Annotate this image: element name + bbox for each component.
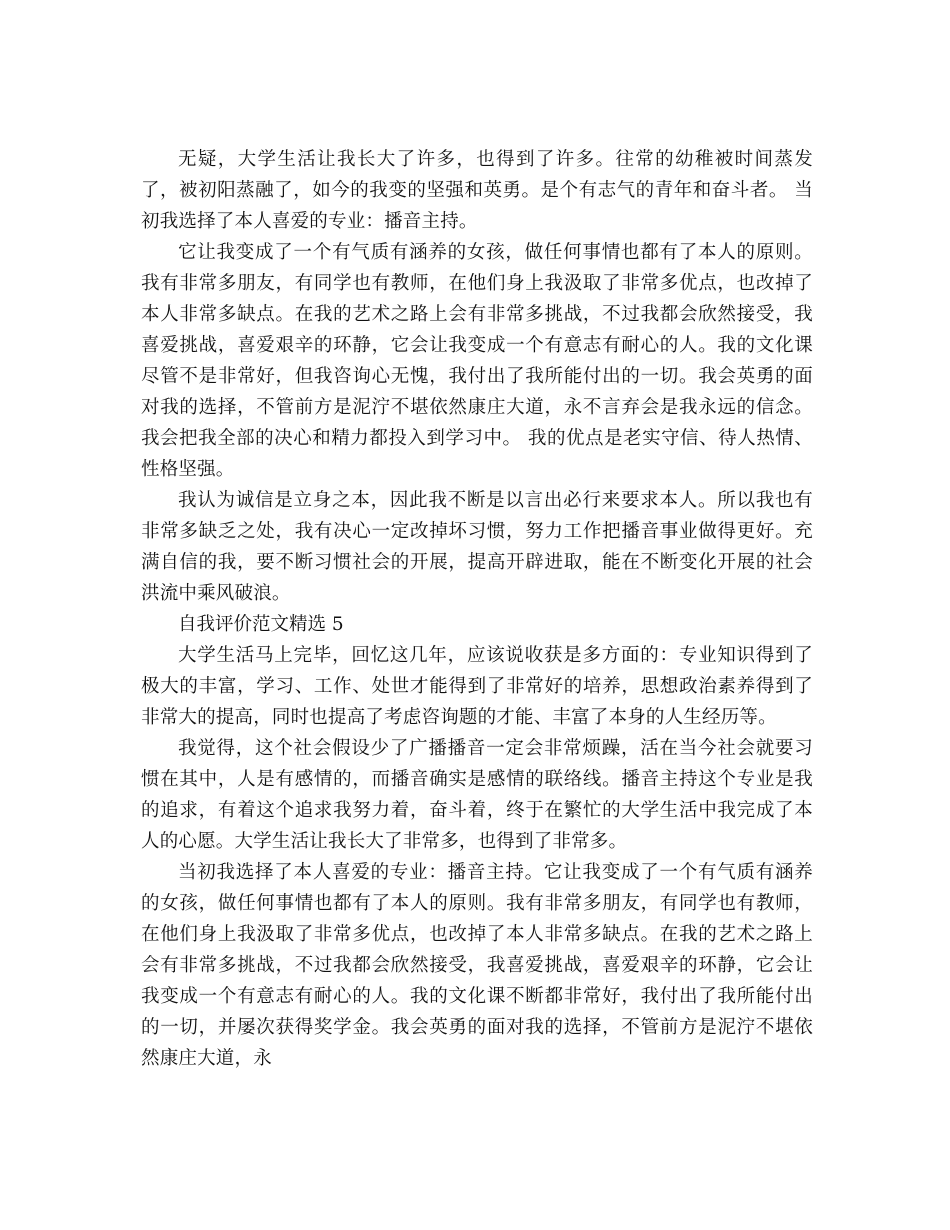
section-paragraph-1: 大学生活马上完毕，回忆这几年，应该说收获是多方面的：专业知识得到了极大的丰富，学习、工作、处世才能得到了非常好的培养，思想政治素养得到了非常大的提高，同时也提高了考虑咨询题的才能、丰富了本身的人生经历等。 [141, 645, 813, 728]
paragraph-3: 我认为诚信是立身之本，因此我不断是以言出必行来要求本人。所以我也有非常多缺乏之处，我有决心一定改掉坏习惯，努力工作把播音事业做得更好。充满自信的我，要不断习惯社会的开展，提高开辟进取，能在不断变化开展的社会洪流中乘风破浪。 [141, 490, 813, 604]
section-paragraph-3: 当初我选择了本人喜爱的专业：播音主持。它让我变成了一个有气质有涵养的女孩，做任何事情也都有了本人的原则。我有非常多朋友，有同学也有教师，在他们身上我汲取了非常多优点，也改掉了本人非常多缺点。在我的艺术之路上会有非常多挑战，不过我都会欣然接受，我喜爱挑战，喜爱艰辛的环静，它会让我变成一个有意志有耐心的人。我的文化课不断都非常好，我付出了我所能付出的一切，并屡次获得奖学金。我会英勇的面对我的选择，不管前方是泥泞不堪依然康庄大道，永 [141, 862, 813, 1069]
paragraph-1: 无疑，大学生活让我长大了许多，也得到了许多。往常的幼稚被时间蒸发了，被初阳蒸融了，如今的我变的坚强和英勇。是个有志气的青年和奋斗者。 当初我选择了本人喜爱的专业：播音主持。 [141, 149, 813, 232]
section-title: 自我评价范文精选 5 [178, 614, 344, 635]
section-paragraph-2: 我觉得，这个社会假设少了广播播音一定会非常烦躁，活在当今社会就要习惯在其中，人是有感情的，而播音确实是感情的联络线。播音主持这个专业是我的追求，有着这个追求我努力着，奋斗着，终于在繁忙的大学生活中我完成了本人的心愿。大学生活让我长大了非常多，也得到了非常多。 [141, 738, 813, 852]
document-page [141, 144, 813, 1074]
paragraph-2: 它让我变成了一个有气质有涵养的女孩，做任何事情也都有了本人的原则。我有非常多朋友，有同学也有教师，在他们身上我汲取了非常多优点，也改掉了本人非常多缺点。在我的艺术之路上会有非常多挑战，不过我都会欣然接受，我喜爱挑战，喜爱艰辛的环静，它会让我变成一个有意志有耐心的人。我的文化课尽管不是非常好，但我咨询心无愧，我付出了我所能付出的一切。我会英勇的面对我的选择，不管前方是泥泞不堪依然康庄大道，永不言弃会是我永远的信念。我会把我全部的决心和精力都投入到学习中。 我的优点是老实守信、待人热情、性格坚强。 [141, 242, 813, 480]
